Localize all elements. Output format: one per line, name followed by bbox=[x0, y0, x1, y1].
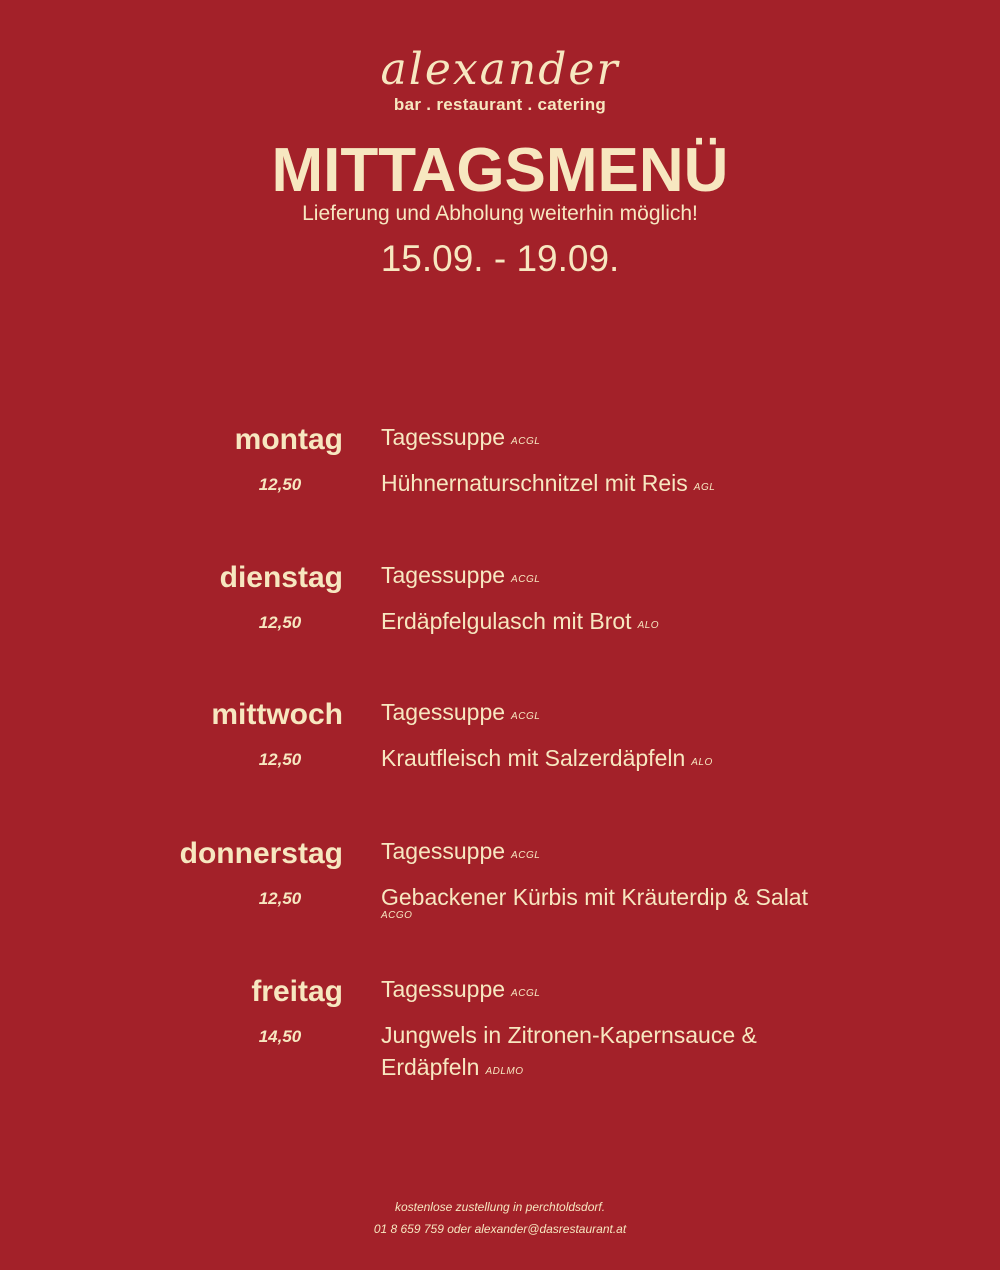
page-subtitle: Lieferung und Abholung weiterhin möglich! bbox=[302, 202, 698, 225]
soup-label: Tagessuppe bbox=[381, 838, 506, 864]
allergen-codes: ACGL bbox=[511, 436, 541, 447]
brand-logo-name: alexander bbox=[380, 44, 620, 95]
soup-item bbox=[381, 835, 871, 872]
main-dish bbox=[381, 1019, 821, 1088]
allergen-codes: ADLMO bbox=[485, 1066, 524, 1077]
price: 14,50 bbox=[258, 1027, 302, 1046]
main-dish-label: Erdäpfelgulasch mit Brot bbox=[381, 608, 632, 634]
allergen-codes: ALO bbox=[637, 620, 660, 631]
day-name: mittwoch bbox=[211, 698, 343, 731]
main-dish-label: Krautfleisch mit Salzerdäpfeln bbox=[381, 745, 686, 771]
allergen-codes: ACGL bbox=[511, 574, 541, 585]
delivery-note: kostenlose zustellung in perchtoldsdorf. bbox=[394, 1200, 606, 1214]
allergen-codes: AGL bbox=[693, 482, 716, 493]
day-friday bbox=[0, 975, 1000, 1095]
price: 12,50 bbox=[258, 613, 302, 632]
day-name: montag bbox=[234, 423, 343, 456]
day-thursday bbox=[0, 837, 1000, 957]
page-title: MITTAGSMENÜ bbox=[271, 136, 729, 205]
day-name: freitag bbox=[251, 975, 343, 1008]
soup-label: Tagessuppe bbox=[381, 699, 506, 725]
day-wednesday bbox=[0, 698, 1000, 818]
day-name: donnerstag bbox=[179, 837, 343, 870]
allergen-codes: ACGL bbox=[511, 711, 541, 722]
main-dish-label: Hühnernaturschnitzel mit Reis bbox=[381, 470, 688, 496]
brand-tagline: bar . restaurant . catering bbox=[393, 95, 607, 114]
soup-label: Tagessuppe bbox=[381, 562, 506, 588]
allergen-codes: ALO bbox=[691, 757, 713, 768]
price: 12,50 bbox=[258, 750, 302, 769]
main-dish-label: Gebackener Kürbis mit Kräuterdip & Salat bbox=[381, 884, 808, 910]
main-dish bbox=[381, 881, 871, 922]
contact-info: 01 8 659 759 oder alexander@dasrestaurant.at bbox=[373, 1222, 627, 1236]
price: 12,50 bbox=[258, 889, 302, 908]
date-range: 15.09. - 19.09. bbox=[380, 238, 620, 279]
main-dish bbox=[381, 742, 871, 779]
soup-item bbox=[381, 696, 871, 733]
main-dish bbox=[381, 467, 871, 504]
soup-item bbox=[381, 973, 871, 1010]
allergen-codes: ACGL bbox=[511, 850, 541, 861]
day-name: dienstag bbox=[219, 561, 343, 594]
day-tuesday bbox=[0, 561, 1000, 681]
main-dish-label: Jungwels in Zitronen-Kapernsauce & Erdäpfeln bbox=[381, 1022, 757, 1080]
allergen-codes: ACGL bbox=[511, 988, 541, 999]
main-dish bbox=[381, 605, 871, 642]
soup-item bbox=[381, 559, 871, 596]
soup-label: Tagessuppe bbox=[381, 976, 506, 1002]
day-monday bbox=[0, 423, 1000, 543]
price: 12,50 bbox=[258, 475, 302, 494]
allergen-codes: ACGO bbox=[381, 910, 413, 921]
soup-item bbox=[381, 421, 871, 458]
soup-label: Tagessuppe bbox=[381, 424, 506, 450]
